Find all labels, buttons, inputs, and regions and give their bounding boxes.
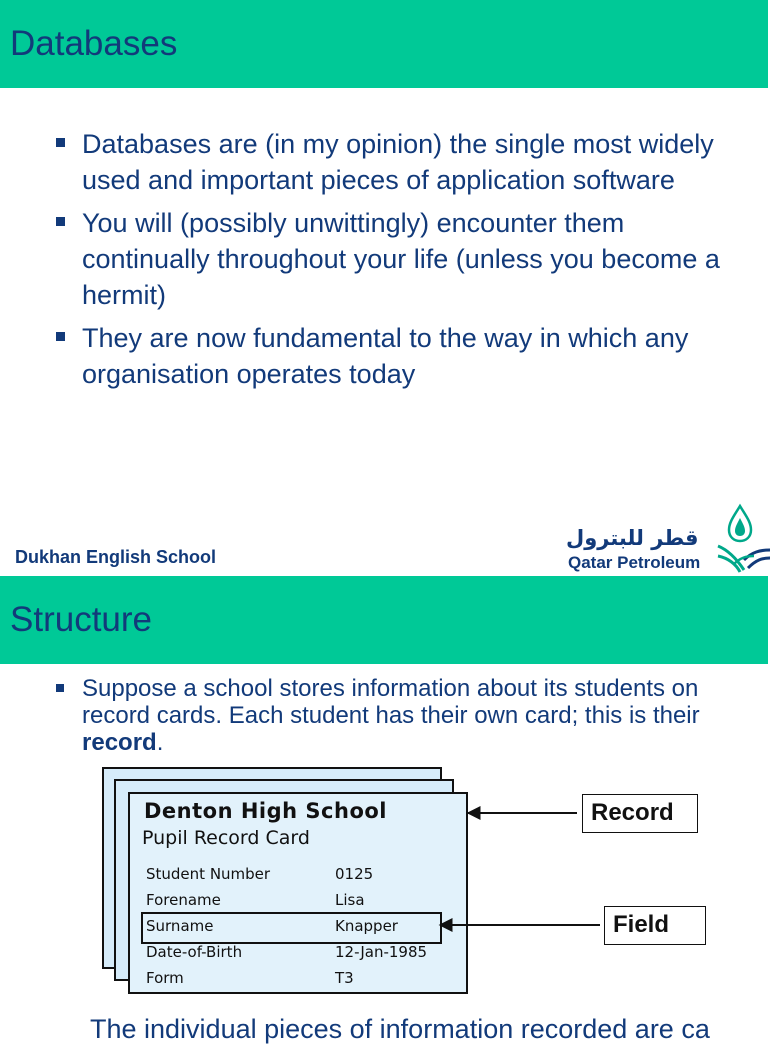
logo-latin-text: Qatar Petroleum <box>568 553 701 572</box>
bullet-item <box>56 126 736 198</box>
logo-arabic-text: قطر للبترول <box>566 526 699 550</box>
title-bar <box>0 0 768 88</box>
record-callout: Record <box>582 794 698 833</box>
field-value: 12-Jan-1985 <box>335 943 428 961</box>
bullet-icon <box>56 332 65 341</box>
slide-title: Databases <box>10 24 178 63</box>
field-value: Knapper <box>335 917 398 935</box>
record-card <box>128 792 468 994</box>
bullet-item <box>56 205 736 313</box>
field-label: Date-of-Birth <box>146 943 243 961</box>
qatar-petroleum-logo-icon <box>714 500 770 576</box>
bullet-text: They are now fundamental to the way in which any organisation operates today <box>82 323 689 389</box>
slide-structure <box>0 576 768 1044</box>
bullet-list <box>56 675 716 756</box>
field-label: Surname <box>146 917 214 935</box>
bullet-text: You will (possibly unwittingly) encounter them continually throughout your life (unless you become a hermit) <box>82 208 720 310</box>
bullet-end-text: . <box>156 729 164 756</box>
field-value: T3 <box>335 969 354 987</box>
slide-title: Structure <box>10 600 152 639</box>
field-label: Student Number <box>146 865 271 883</box>
bullet-icon <box>56 217 65 226</box>
bullet-item <box>56 675 716 756</box>
bullet-list <box>56 126 736 399</box>
bottom-text-partial: The individual pieces of information recorded are ca <box>90 1014 710 1044</box>
field-label: Form <box>146 969 184 987</box>
field-value: Lisa <box>335 891 365 909</box>
field-highlight-box <box>141 912 442 944</box>
school-name: Dukhan English School <box>15 547 217 567</box>
title-bar <box>0 576 768 664</box>
field-label: Forename <box>146 891 221 909</box>
bullet-text: Suppose a school stores information about its students on record cards. Each student has their own card; this is their <box>82 675 700 729</box>
bullet-bold-text: record <box>82 729 157 756</box>
field-value: 0125 <box>335 865 374 883</box>
bullet-icon <box>56 684 64 692</box>
card-school-name: Denton High School <box>144 799 387 823</box>
card-subtitle: Pupil Record Card <box>142 827 310 849</box>
bullet-item <box>56 320 736 392</box>
field-callout: Field <box>604 906 706 945</box>
bullet-icon <box>56 138 65 147</box>
bullet-text: Databases are (in my opinion) the single most widely used and important pieces of application software <box>82 129 714 195</box>
